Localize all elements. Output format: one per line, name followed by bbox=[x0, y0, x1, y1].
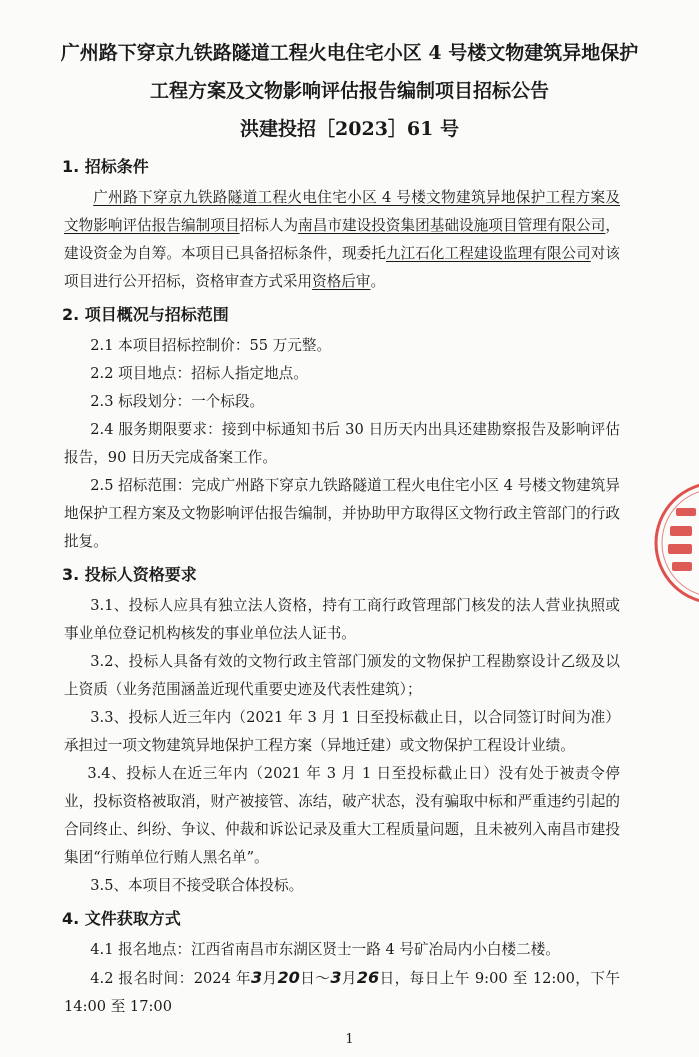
section-3-heading: 3. 投标人资格要求 bbox=[62, 565, 197, 584]
text: ，建设资金为自筹。本项目已具备招标条件，现委托 bbox=[64, 217, 620, 262]
doc-title-line2: 工程方案及文物影响评估报告编制项目招标公告 bbox=[149, 80, 549, 102]
text: 月 bbox=[262, 970, 278, 987]
text: 月 bbox=[341, 970, 357, 987]
s4-item-time bbox=[64, 964, 620, 1021]
section-2-heading: 2. 项目概况与招标范围 bbox=[62, 305, 229, 324]
s2-item: 2.2 项目地点：招标人指定地点。 bbox=[90, 365, 308, 382]
text: 日，每日上午 9:00 至 12:00，下午 14:00 至 17:00 bbox=[64, 970, 620, 1015]
doc-title-line1: 广州路下穿京九铁路隧道工程火电住宅小区 4 号楼文物建筑异地保护 bbox=[60, 42, 639, 64]
project-name: 广州路下穿京九铁路隧道工程火电住宅小区 4 号楼文物建筑异地保护工程方案及文物影响评估报告编制项目 bbox=[64, 189, 620, 234]
handwritten-day: 20 bbox=[277, 968, 300, 987]
handwritten-day: 26 bbox=[356, 968, 380, 987]
doc-number: 洪建投招［2023］61 号 bbox=[240, 118, 459, 140]
s3-item: 3.1、投标人应具有独立法人资格，持有工商行政管理部门核发的法人营业执照或事业单位登记机构核发的事业单位法人证书。 bbox=[64, 597, 620, 642]
text: 对该项目进行公开招标，资格审查方式采用 bbox=[64, 245, 620, 290]
s3-item: 3.2、投标人具备有效的文物行政主管部门颁发的文物保护工程勘察设计乙级及以上资质（业务范围涵盖近现代重要史迹及代表性建筑）； bbox=[64, 653, 620, 698]
text: 招标人为 bbox=[239, 217, 299, 234]
official-seal bbox=[648, 478, 699, 608]
s2-item: 2.5 招标范围：完成广州路下穿京九铁路隧道工程火电住宅小区 4 号楼文物建筑异地保护工程方案及文物影响评估报告编制，并协助甲方取得区文物行政主管部门的行政批复。 bbox=[64, 477, 620, 550]
s3-item: 3.3、投标人近三年内（2021 年 3 月 1 日至投标截止日，以合同签订时间为准）承担过一项文物建筑异地保护工程方案（异地迁建）或文物保护工程设计业绩。 bbox=[64, 709, 620, 754]
text: 4.2 报名时间：2024 年 bbox=[90, 970, 251, 987]
s2-item: 2.1 本项目招标控制价：55 万元整。 bbox=[90, 337, 332, 354]
s2-item: 2.3 标段划分：一个标段。 bbox=[90, 393, 265, 410]
s3-item: 3.5、本项目不接受联合体投标。 bbox=[90, 877, 304, 894]
section-1-heading: 1. 招标条件 bbox=[62, 157, 149, 176]
handwritten-month: 3 bbox=[250, 968, 263, 987]
section-1-paragraph bbox=[64, 184, 620, 296]
agent-name: 九江石化工程建设监理有限公司 bbox=[385, 245, 591, 262]
page-number: 1 bbox=[345, 1032, 354, 1047]
text: 日～ bbox=[299, 970, 331, 987]
s4-item-location: 4.1 报名地点：江西省南昌市东湖区贤士一路 4 号矿冶局内小白楼二楼。 bbox=[90, 941, 560, 958]
handwritten-month: 3 bbox=[330, 968, 342, 987]
tenderer-name: 南昌市建设投资集团基础设施项目管理有限公司 bbox=[298, 217, 606, 234]
review-method: 资格后审 bbox=[312, 273, 371, 290]
s3-item: 3.4、投标人在近三年内（2021 年 3 月 1 日至投标截止日）没有处于被责令停业，投标资格被取消，财产被接管、冻结，破产状态，没有骗取中标和严重违约引起的合同终止、纠纷、争议、仲裁和诉讼记录及重大工程质量问题，且未被列入南昌市建投集团“行贿单位行贿人黑名单”。 bbox=[64, 765, 620, 866]
section-4-heading: 4. 文件获取方式 bbox=[62, 909, 181, 928]
text: 。 bbox=[370, 273, 386, 290]
s2-item: 2.4 服务期限要求：接到中标通知书后 30 日历天内出具还建勘察报告及影响评估报告，90 日历天完成备案工作。 bbox=[64, 421, 620, 466]
